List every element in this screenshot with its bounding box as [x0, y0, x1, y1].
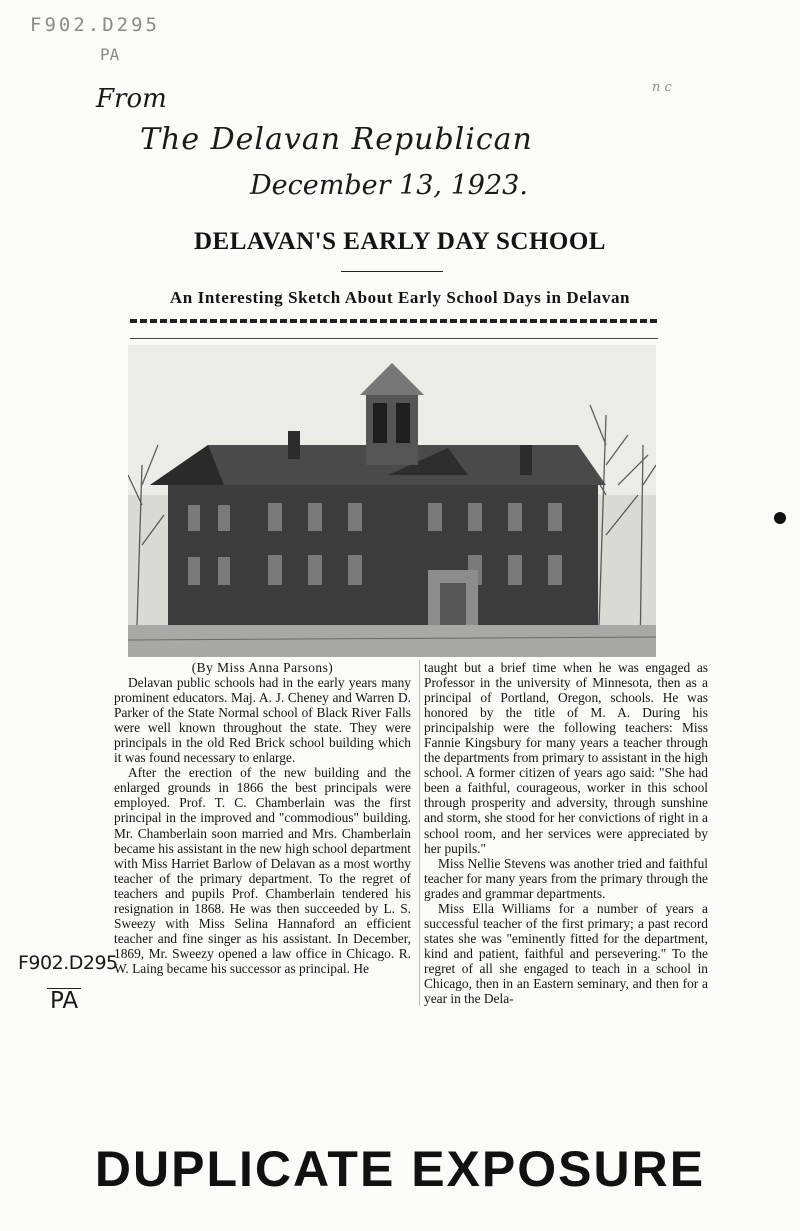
binding-hole-mark [774, 512, 786, 524]
article-byline: (By Miss Anna Parsons) [191, 660, 334, 675]
article-paragraph: After the erection of the new building and the enlarged grounds in 1866 the best principals were employed. Prof. T. C. Chamberlain was the first principal in the improved and "commodious" building. Mr. Chamberlain soon married and Mrs. Chamberlain became his assistant in the new high school department with Miss Harriet Barlow of Delavan as a most worthy teacher of the primary department. To the regret of teachers and pupils Prof. Chamberlain tendered his resignation in 1868. He was then succeeded by L. S. Sweezy with Miss Selina Hannaford an efficient teacher and fine singer as his assistant. In December, 1869, Mr. Sweezy opened a law office in Chicago. R. W. Laing became his successor as principal. He [114, 765, 411, 976]
corner-mark: n c [652, 80, 672, 95]
thin-divider [130, 338, 658, 339]
article-paragraph: Miss Nellie Stevens was another tried and faithful teacher for many years from the primary through the grades and grammar departments. [424, 855, 708, 901]
margin-pa-mark: PA [50, 988, 79, 1014]
publication-date: December 13, 1923. [250, 170, 528, 201]
article-headline: DELAVAN'S EARLY DAY SCHOOL [194, 228, 606, 255]
dashed-divider [130, 319, 658, 323]
school-building-photo-icon [128, 345, 656, 657]
article-paragraph: Delavan public schools had in the early years many prominent educators. Maj. A. J. Cheney and Warren D. Parker of the State Normal school of Black River Falls were well known throughout the state. They were principals in the old Red Brick school building which it was found necessary to enlarge. [114, 675, 411, 766]
pa-mark-top: PA [100, 45, 120, 64]
article-column-right [419, 660, 708, 1006]
article-paragraph: taught but a brief time when he was engaged as Professor in the university of Minnesota, then as a principal of Portland, Oregon, schools. He was honored by the title of M. A. During his principalship were the following teachers: Miss Fannie Kingsbury for many years a teacher through the departments from primary to assistant in the high school. A former citizen of years ago said: "She had been a faithful, courageous, worker in this school through prosperity and adversity, through sunshine and storm, she stood for her convictions of right in a school room, and her services were appreciated by her pupils." [424, 660, 708, 856]
article-column-left [114, 660, 411, 976]
from-label: From [96, 84, 167, 114]
accession-number-top: F902.D295 [30, 14, 160, 36]
article-paragraph: Miss Ella Williams for a number of years a successful teacher of the first primary; a past record states she was "eminently fitted for the department, kind and patient, faithful and persevering." To the regret of all she engaged to teach in a school in Chicago, then in an Eastern seminary, and then for a year in the Dela- [424, 900, 708, 1007]
article-subheadline: An Interesting Sketch About Early School Days in Delavan [169, 288, 631, 307]
duplicate-exposure-banner: DUPLICATE EXPOSURE [94, 1141, 706, 1197]
newspaper-name: The Delavan Republican [140, 122, 533, 157]
margin-accession-number: F902.D295 [18, 952, 118, 974]
headline-rule [341, 271, 443, 272]
